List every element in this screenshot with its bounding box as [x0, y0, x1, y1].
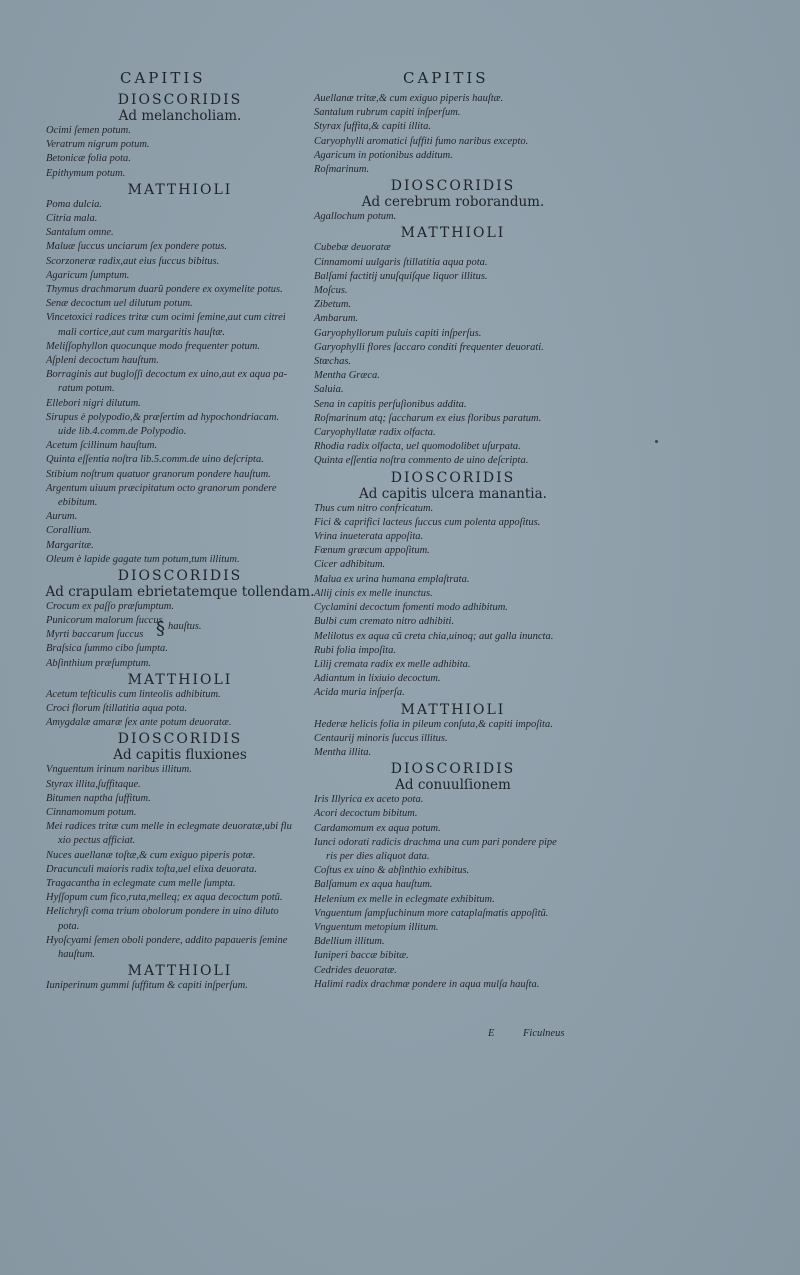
remedy-entry-continuation: pota.: [58, 920, 80, 932]
remedy-entry: Coſtus ex uino & abſinthio exhibitus.: [314, 865, 470, 877]
right-column: [308, 68, 598, 992]
brace-symbol: §: [156, 618, 165, 640]
remedy-entry: Veratrum nigrum potum.: [46, 139, 150, 151]
remedy-entry: Cicer adhibitum.: [314, 559, 386, 571]
section-title: DIOSCORIDIS: [117, 92, 243, 108]
left-column: [40, 68, 320, 993]
remedy-entry: Acetum ſcillinum hauſtum.: [46, 440, 158, 452]
remedy-entry: Argentum uiuum præcipitatum octo granorum pondere: [46, 482, 277, 494]
remedy-entry: Myrti baccarum ſuccus: [46, 629, 144, 641]
remedy-entry: Vincetoxici radices tritæ cum ocimi ſemine,aut cum citrei: [46, 312, 286, 324]
remedy-entry: Acetum teſticulis cum linteolis adhibitum.: [46, 688, 221, 700]
remedy-entry: Stibium noſtrum quatuor granorum pondere hauſtum.: [46, 468, 271, 480]
remedy-entry: Agallochum potum.: [314, 211, 397, 223]
remedy-entry: Styrax ſuffita,& capiti illita.: [314, 121, 431, 133]
remedy-entry: Styrax illita,ſuffitaque.: [46, 778, 141, 790]
remedy-entry: Sirupus è polypodio,& præſertim ad hypochondriacam.: [46, 411, 280, 423]
remedy-entry: Hyſſopum cum fico,ruta,melleq; ex aqua decoctum potũ.: [46, 892, 283, 904]
remedy-entry: Mentha illita.: [314, 746, 372, 758]
remedy-entry-continuation: xio pectus afficiat.: [58, 835, 136, 847]
section-title: MATTHIOLI: [127, 181, 233, 198]
remedy-entry: Roſmarinum.: [314, 164, 370, 176]
remedy-entry: Cardamomum ex aqua potum.: [314, 822, 441, 834]
signature-mark: E: [488, 1028, 495, 1039]
remedy-entry: Croci florum ſtillatitia aqua pota.: [46, 702, 188, 714]
remedy-entry: Acori decoctum bibitum.: [314, 808, 418, 820]
remedy-entry: Punicorum malorum ſuccus: [46, 615, 163, 627]
section-subtitle: Ad crapulam ebrietatemque tollendam.: [45, 584, 315, 601]
remedy-entry: Bdellium illitum.: [314, 936, 385, 948]
remedy-entry: Aſpleni decoctum hauſtum.: [46, 355, 159, 367]
remedy-entry: Dracunculi maioris radix toſta,uel elixa deuorata.: [46, 863, 257, 875]
section-title: MATTHIOLI: [400, 701, 506, 718]
remedy-entry: Caryophylli aromatici ſuffiti fumo naribus excepto.: [314, 135, 529, 147]
remedy-entry: Santalum omne.: [46, 227, 114, 239]
section-title: DIOSCORIDIS: [117, 731, 243, 748]
remedy-entry: Agaricum ſumptum.: [46, 269, 130, 281]
remedy-entry: Cyclamini decoctum fomenti modo adhibitum.: [314, 602, 508, 614]
remedy-entry: Iris Illyrica ex aceto pota.: [314, 794, 424, 806]
section-title: MATTHIOLI: [127, 963, 233, 980]
remedy-entry: Saluia.: [314, 384, 344, 396]
remedy-entry: Thymus drachmarum duarũ pondere ex oxymelite potus.: [46, 284, 283, 296]
remedy-entry: Citria mala.: [46, 213, 98, 225]
remedy-entry: Centaurij minoris ſuccus illitus.: [314, 732, 448, 744]
remedy-entry: Mei radices tritæ cum melle in eclegmate deuoratæ,ubi flu: [46, 821, 292, 833]
remedy-entry: Allij cinis ex melle inunctus.: [314, 587, 433, 599]
remedy-entry: Thus cum nitro confricatum.: [314, 502, 434, 514]
remedy-entry: Santalum rubrum capiti inſperſum.: [314, 107, 461, 119]
remedy-entry: Cubebæ deuoratæ: [314, 242, 391, 254]
section-subtitle: Ad melancholiam.: [118, 108, 242, 124]
running-head-left: CAPITIS: [120, 69, 206, 87]
remedy-entry: Ocimi ſemen potum.: [46, 125, 131, 136]
remedy-entry: Vnguentum irinum naribus illitum.: [46, 764, 192, 776]
remedy-entry: Halimi radix drachmæ pondere in aqua mulſa hauſta.: [314, 978, 540, 990]
remedy-entry: Nuces auellanæ toſtæ,& cum exiguo piperis potæ.: [46, 849, 256, 861]
remedy-entry: Garyophyllorum puluis capiti inſperſus.: [314, 327, 482, 339]
remedy-entry: Balſami factitij unuſquiſque liquor illitus.: [314, 270, 488, 282]
remedy-entry: Cedrides deuoratæ.: [314, 964, 397, 976]
remedy-entry: Iunci odorati radicis drachma una cum pari pondere pipe: [314, 836, 557, 848]
remedy-entry: Bitumen naptha ſuffitum.: [46, 792, 151, 804]
brace-label: hauſtus.: [168, 621, 202, 633]
remedy-entry: Acida muria inſperſa.: [314, 687, 405, 699]
remedy-entry: Amygdalæ amaræ ſex ante potum deuoratæ.: [46, 717, 232, 729]
remedy-entry: Quinta eſſentia noſtra commento de uino deſcripta.: [314, 455, 529, 467]
section-subtitle: Ad conuulſionem: [395, 777, 511, 794]
remedy-entry: Braſsica ſummo cibo ſumpta.: [46, 643, 168, 655]
remedy-entry: Sena in capitis perſuſionibus addita.: [314, 398, 467, 410]
remedy-entry: Epithymum potum.: [46, 167, 126, 179]
remedy-entry: Borraginis aut bugloſſi decoctum ex uino,aut ex aqua pa-: [46, 369, 288, 381]
remedy-entry: Hyoſcyami ſemen oboli pondere, addito papaueris ſemine: [46, 934, 288, 946]
remedy-entry: Helichryſi coma trium obolorum pondere in uino diluto: [46, 906, 279, 918]
section-title: DIOSCORIDIS: [390, 178, 516, 195]
remedy-entry: Abſinthium præſumptum.: [46, 657, 152, 669]
remedy-entry: Oleum è lapide gagate tum potum,tum illitum.: [46, 553, 240, 565]
remedy-entry: Vnguentum metopium illitum.: [314, 921, 439, 933]
remedy-entry: Caryophyllatæ radix olfacta.: [314, 427, 436, 439]
brace-group: [40, 614, 320, 642]
remedy-entry-continuation: ris per dies aliquot data.: [326, 850, 430, 862]
remedy-entry: Auellanæ tritæ,& cum exiguo piperis hauſtæ.: [314, 93, 504, 104]
remedy-entry: Mentha Græca.: [314, 370, 380, 382]
remedy-entry: Roſmarinum atq; ſaccharum ex eius floribus paratum.: [314, 412, 542, 424]
remedy-entry: Iuniperi baccæ bibitæ.: [314, 950, 409, 962]
remedy-entry: Hederæ helicis folia in pileum conſuta,& capiti impoſita.: [314, 718, 553, 730]
remedy-entry: Balſamum ex aqua hauſtum.: [314, 879, 433, 891]
remedy-entry: Aurum.: [46, 511, 78, 523]
remedy-entry: Adiantum in lixiuio decoctum.: [314, 673, 441, 685]
remedy-entry-continuation: ebibitum.: [58, 497, 98, 509]
remedy-entry: Ellebori nigri dilutum.: [46, 397, 141, 409]
remedy-entry: Bulbi cum cremato nitro adhibiti.: [314, 616, 455, 628]
remedy-entry: Fici & caprifici lacteus ſuccus cum polenta appoſitus.: [314, 516, 541, 528]
remedy-entry-continuation: ratum potum.: [58, 383, 115, 395]
remedy-entry: Stœchas.: [314, 356, 352, 368]
remedy-entry: Margaritæ.: [46, 539, 94, 551]
remedy-entry: Ambarum.: [314, 313, 359, 325]
remedy-entry: Zibetum.: [314, 299, 352, 311]
remedy-entry: Rhodia radix olfacta, uel quomodolibet uſurpata.: [314, 441, 521, 453]
remedy-entry: Vrina inueterata appoſita.: [314, 531, 424, 543]
remedy-entry: Moſcus.: [314, 285, 348, 297]
remedy-entry: Iuniperinum gummi ſuffitum & capiti inſperſum.: [46, 980, 248, 992]
section-title: MATTHIOLI: [127, 671, 233, 688]
remedy-entry: Tragacantha in eclegmate cum melle ſumpta.: [46, 877, 236, 889]
remedy-entry: Poma dulcia.: [46, 198, 102, 210]
remedy-entry: Senæ decoctum uel dilutum potum.: [46, 298, 193, 310]
section-subtitle: Ad capitis fluxiones: [113, 747, 247, 764]
remedy-entry-continuation: mali cortice,aut cum margaritis hauſtæ.: [58, 326, 226, 338]
section-title: MATTHIOLI: [400, 225, 506, 242]
remedy-entry: Corallium.: [46, 525, 92, 537]
section-subtitle: Ad capitis ulcera manantia.: [359, 485, 547, 502]
remedy-entry: Cinnamomi uulgaris ſtillatitia aqua pota.: [314, 256, 488, 268]
remedy-entry: Meliſſophyllon quocunque modo frequenter potum.: [46, 340, 260, 352]
catchword: Ficulneus: [523, 1028, 565, 1039]
running-head-right: CAPITIS: [403, 69, 489, 87]
remedy-entry-continuation: hauſtum.: [58, 948, 96, 960]
remedy-entry: Betonicæ folia pota.: [46, 153, 131, 165]
remedy-entry: Fœnum græcum appoſitum.: [314, 545, 430, 557]
section-title: DIOSCORIDIS: [390, 761, 516, 778]
remedy-entry: Lilij cremata radix ex melle adhibita.: [314, 658, 471, 670]
remedy-entry: Maluæ ſuccus unciarum ſex pondere potus.: [46, 241, 227, 253]
remedy-entry: Malua ex urina humana emplaſtrata.: [314, 573, 470, 585]
remedy-entry: Vnguentum ſampſuchinum more cataplaſmatis appoſitũ.: [314, 907, 549, 919]
remedy-entry: Agaricum in potionibus additum.: [314, 149, 453, 161]
remedy-entry: Helenium ex melle in eclegmate exhibitum.: [314, 893, 495, 905]
section-title: DIOSCORIDIS: [117, 568, 243, 585]
remedy-entry: Quinta eſſentia noſtra lib.5.comm.de uino deſcripta.: [46, 454, 264, 466]
remedy-entry: Cinnamomum potum.: [46, 806, 137, 818]
section-title: DIOSCORIDIS: [390, 469, 516, 486]
remedy-entry: Melilotus ex aqua cũ creta chia,uinoq; aut galla inuncta.: [314, 630, 554, 642]
remedy-entry: Crocum ex paſſo præſumptum.: [46, 601, 174, 613]
section-subtitle: Ad cerebrum roborandum.: [361, 194, 545, 211]
remedy-entry: Garyophylli flores ſaccaro conditi frequenter deuorati.: [314, 341, 544, 353]
remedy-entry: Scorzoneræ radix,aut eius ſuccus bibitus.: [46, 255, 220, 267]
remedy-entry: Rubi folia impoſita.: [314, 644, 396, 656]
paper-speck: [655, 440, 658, 443]
remedy-entry-continuation: uide lib.4.comm.de Polypodio.: [58, 426, 187, 438]
